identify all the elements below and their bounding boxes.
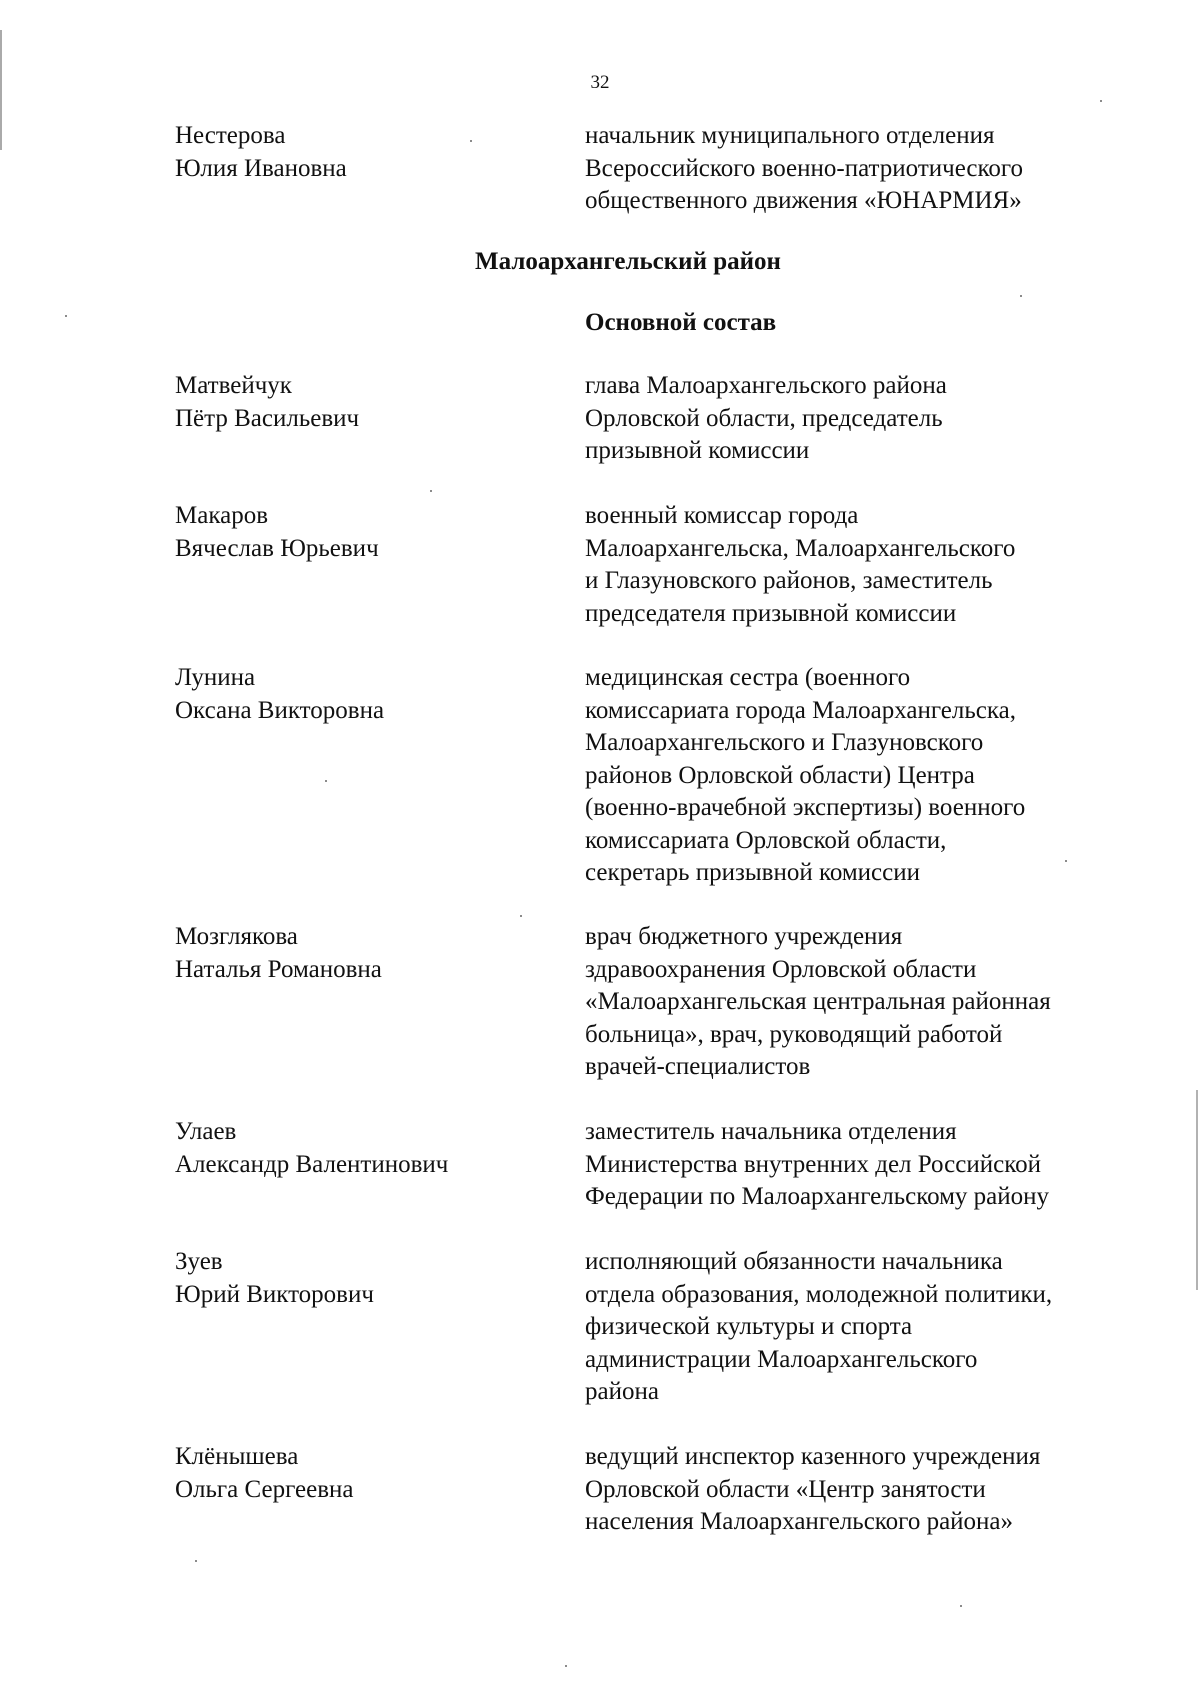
member-given-name: Юрий Викторович — [175, 1280, 374, 1308]
position-line: «Малоархангельская центральная районная — [585, 988, 1051, 1015]
member-position — [585, 370, 1125, 468]
scan-speck — [195, 1560, 197, 1562]
position-line: районов Орловской области) Центра — [585, 761, 975, 789]
member-position — [585, 1441, 1125, 1539]
member-surname: Нестерова — [175, 122, 286, 149]
member-position — [585, 120, 1125, 218]
position-line: и Глазуновского районов, заместитель — [585, 567, 993, 594]
member-name — [175, 120, 545, 185]
member-given-name: Юлия Ивановна — [175, 154, 347, 182]
position-line: исполняющий обязанности начальника — [585, 1248, 1003, 1275]
member-given-name: Оксана Викторовна — [175, 696, 385, 724]
position-line: секретарь призывной комиссии — [585, 859, 921, 886]
member-position — [585, 921, 1125, 1084]
scan-margin-mark — [1196, 1090, 1198, 1290]
position-line: населения Малоархангельского района» — [585, 1508, 1014, 1535]
position-line: общественного движения «ЮНАРМИЯ» — [585, 187, 1022, 214]
scan-speck — [470, 140, 472, 142]
member-given-name: Ольга Сергеевна — [175, 1475, 354, 1503]
scan-speck — [960, 1605, 962, 1607]
position-line: отдела образования, молодежной политики, — [585, 1280, 1053, 1308]
position-line: Малоархангельска, Малоархангельского — [585, 534, 1016, 562]
member-given-name: Вячеслав Юрьевич — [175, 534, 379, 562]
position-line: глава Малоархангельского района — [585, 372, 947, 399]
position-line: Орловской области «Центр занятости — [585, 1475, 986, 1503]
member-name — [175, 1246, 545, 1311]
member-surname: Макаров — [175, 502, 268, 529]
position-line: врач бюджетного учреждения — [585, 923, 903, 950]
position-line: комиссариата города Малоархангельска, — [585, 696, 1016, 724]
page-number: 32 — [590, 72, 610, 93]
position-line: (военно-врачебной экспертизы) военного — [585, 794, 1026, 821]
member-name — [175, 662, 545, 727]
member-surname: Улаев — [175, 1118, 237, 1145]
position-line: больница», врач, руководящий работой — [585, 1020, 1003, 1048]
scan-speck — [325, 780, 327, 782]
member-name — [175, 921, 545, 986]
member-given-name: Александр Валентинович — [175, 1150, 449, 1178]
position-line: Малоархангельского и Глазуновского — [585, 729, 984, 756]
position-line: Всероссийского военно-патриотического — [585, 154, 1024, 182]
position-line: физической культуры и спорта — [585, 1313, 913, 1340]
position-line: района — [585, 1378, 659, 1405]
member-position — [585, 1116, 1125, 1214]
section-heading: Основной состав — [585, 309, 777, 336]
position-line: начальник муниципального отделения — [585, 122, 995, 149]
member-surname: Матвейчук — [175, 372, 292, 399]
position-line: комиссариата Орловской области, — [585, 826, 947, 854]
member-position — [585, 500, 1125, 630]
scan-speck — [520, 915, 522, 917]
position-line: медицинская сестра (военного — [585, 664, 911, 691]
member-name — [175, 1441, 545, 1506]
position-line: ведущий инспектор казенного учреждения — [585, 1443, 1041, 1470]
scan-speck — [565, 1665, 567, 1667]
position-line: Федерации по Малоархангельскому району — [585, 1183, 1050, 1210]
position-line: призывной комиссии — [585, 437, 810, 464]
member-surname: Клёнышева — [175, 1443, 299, 1470]
member-position — [585, 662, 1125, 890]
member-surname: Лунина — [175, 664, 256, 691]
member-given-name: Пётр Васильевич — [175, 404, 360, 432]
position-line: администрации Малоархангельского — [585, 1345, 978, 1373]
scan-speck — [1100, 100, 1102, 102]
member-name — [175, 370, 545, 435]
position-line: Министерства внутренних дел Российской — [585, 1150, 1041, 1178]
district-heading: Малоархангельский район — [475, 248, 781, 275]
scan-speck — [65, 315, 67, 317]
member-name — [175, 1116, 545, 1181]
position-line: здравоохранения Орловской области — [585, 955, 977, 983]
scan-speck — [1065, 860, 1067, 862]
scan-speck — [1020, 295, 1022, 297]
member-name — [175, 500, 545, 565]
member-surname: Зуев — [175, 1248, 223, 1275]
position-line: врачей-специалистов — [585, 1053, 811, 1080]
position-line: Орловской области, председатель — [585, 404, 943, 432]
position-line: военный комиссар города — [585, 502, 859, 529]
member-given-name: Наталья Романовна — [175, 955, 382, 983]
position-line: заместитель начальника отделения — [585, 1118, 957, 1145]
member-position — [585, 1246, 1125, 1409]
member-surname: Мозглякова — [175, 923, 298, 950]
scan-speck — [430, 490, 432, 492]
position-line: председателя призывной комиссии — [585, 599, 957, 627]
